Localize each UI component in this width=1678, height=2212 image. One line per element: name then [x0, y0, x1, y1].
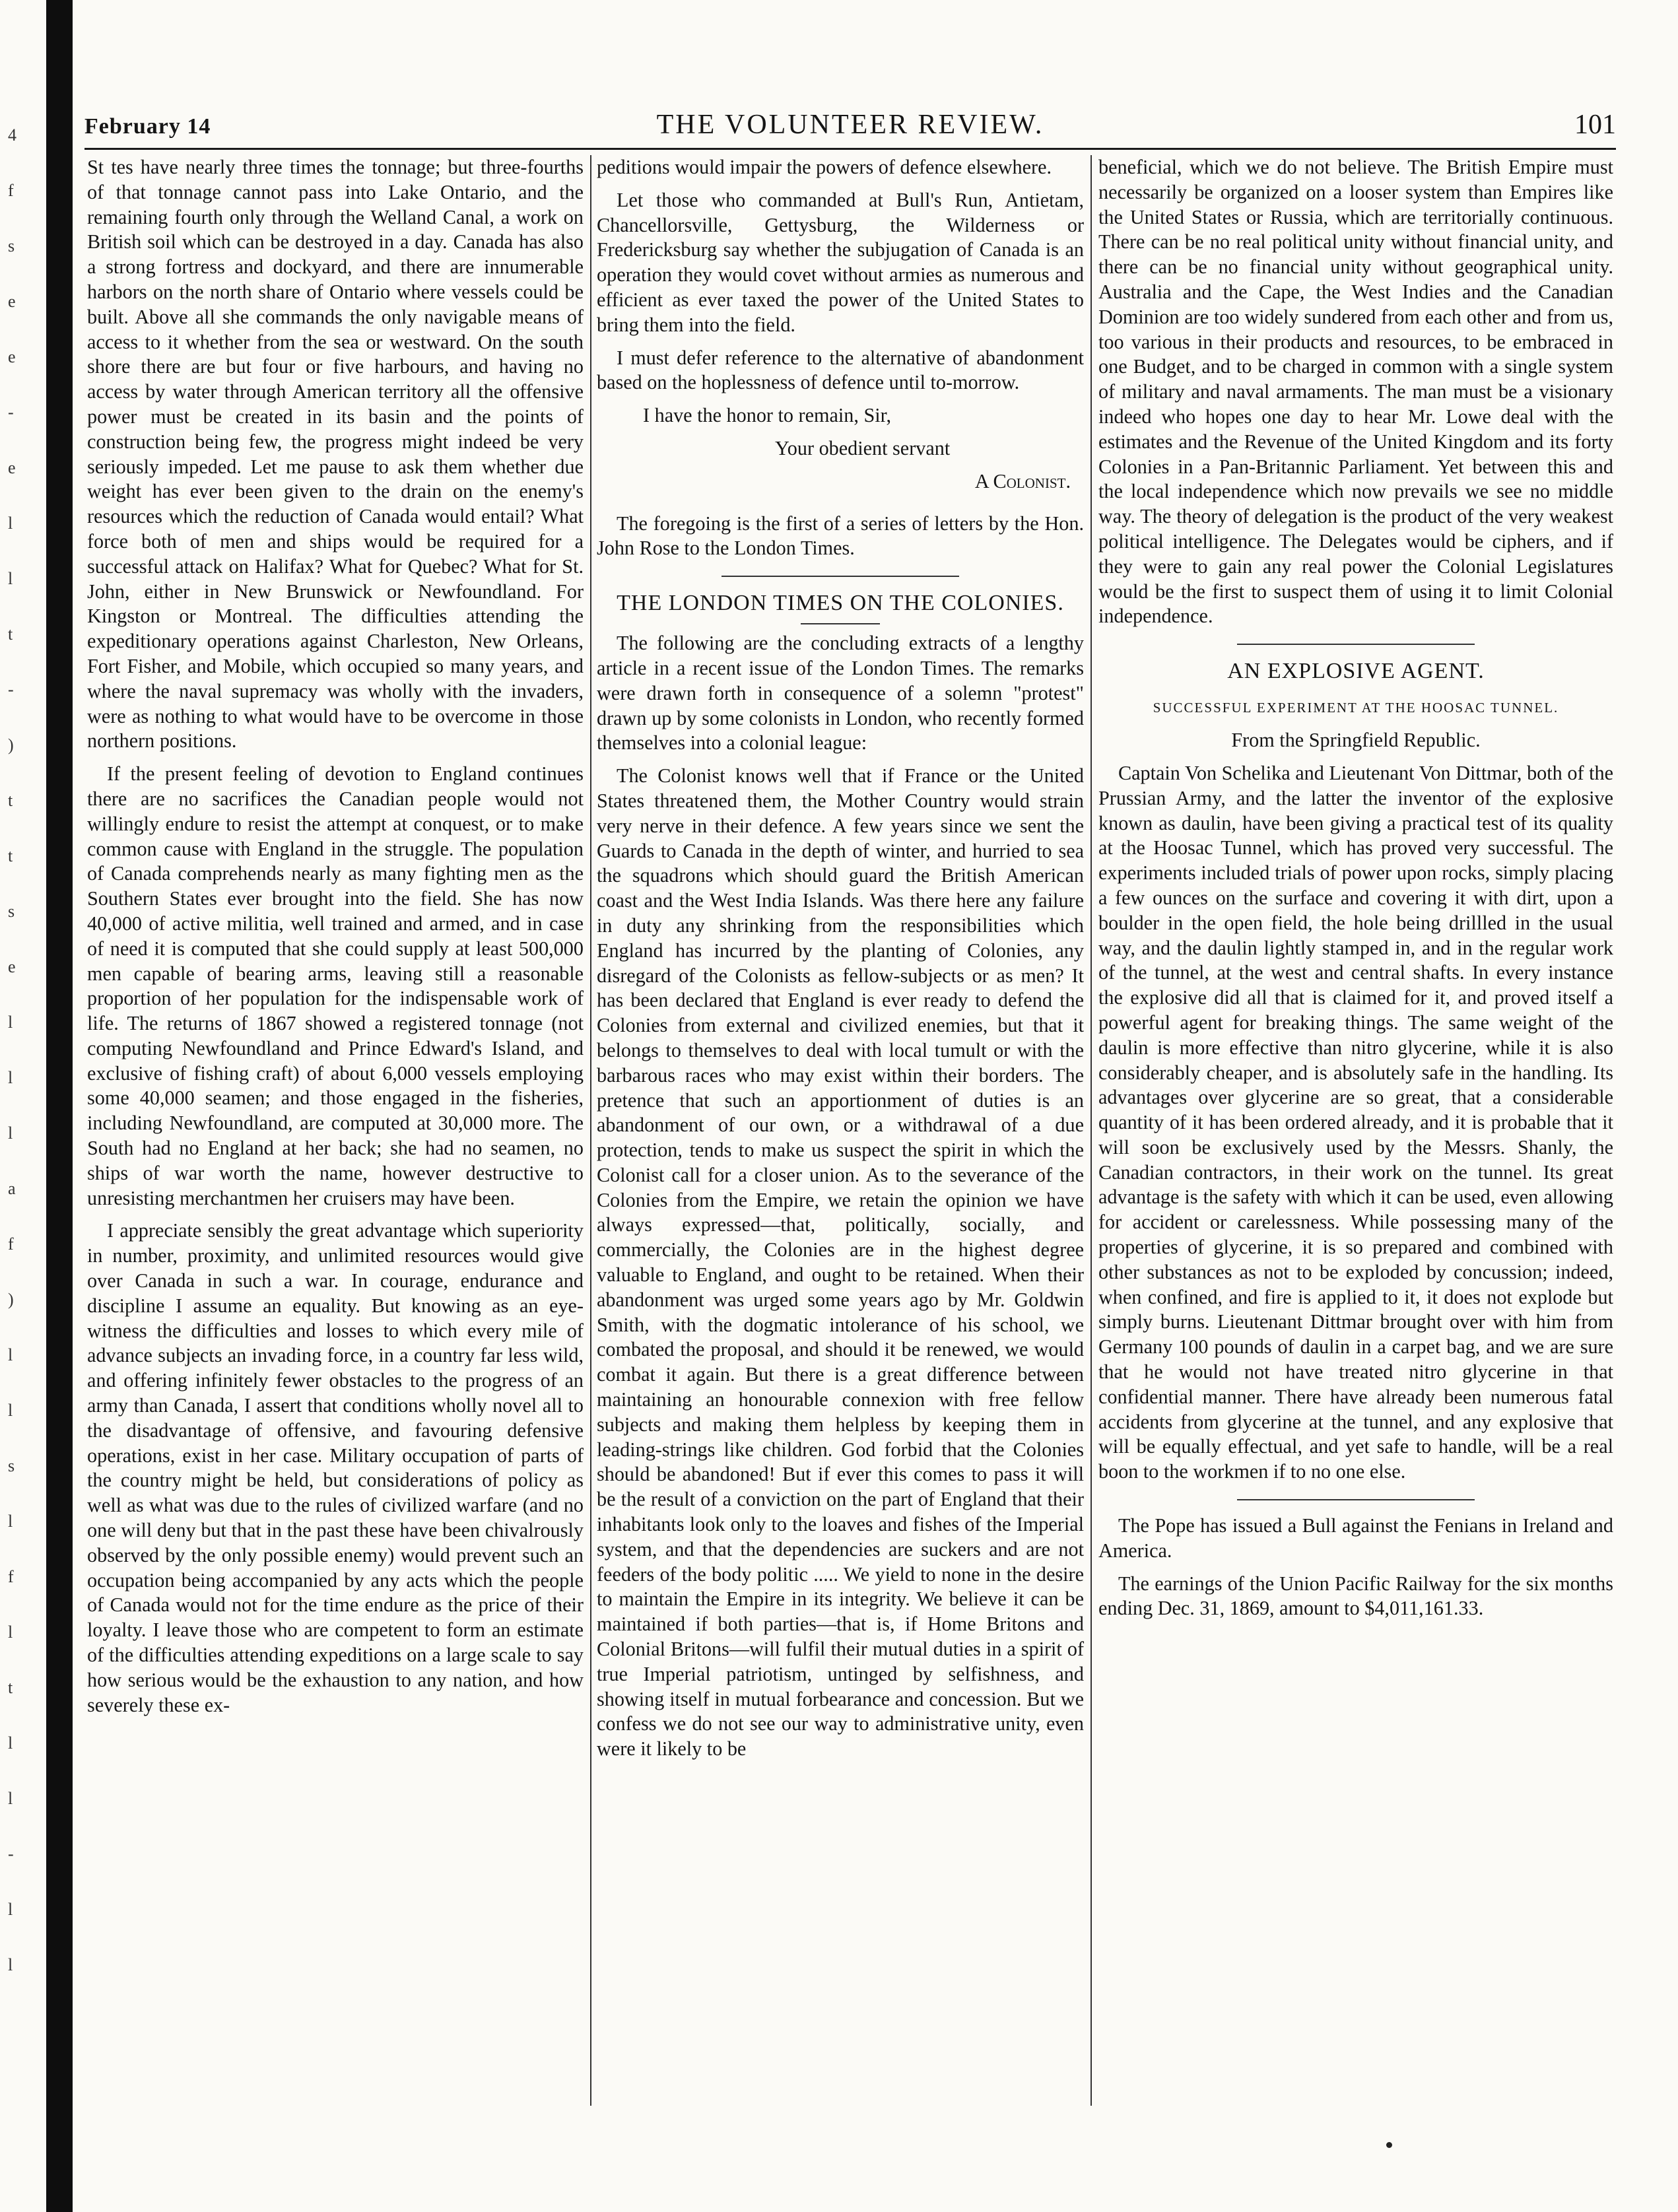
- article-paragraph: Let those who commanded at Bull's Run, Antietam, Chancellorsville, Gettysburg, the Wilderness or Fredericksburg say whether the subjugation of Canada is an operation they would covet without armies as numerous and efficient as ever taxed the power of the United States to bring them into the field.: [597, 188, 1084, 336]
- section-rule: [1237, 1499, 1475, 1500]
- margin-mark: 4: [8, 125, 17, 145]
- margin-mark: l: [8, 1512, 13, 1531]
- margin-mark: l: [8, 1955, 13, 1974]
- scan-binding-edge: [46, 0, 73, 2212]
- margin-mark: l: [8, 1789, 13, 1808]
- news-item: The Pope has issued a Bull against the Fenians in Ireland and America.: [1098, 1514, 1613, 1562]
- column-divider-1: [590, 155, 591, 2106]
- article-paragraph: The Colonist knows well that if France or the United States threatened them, the Mother Country would strain very nerve in their defence. A few years since we sent the Guards to Canada in the depth of winter, and hurried to sea the squadrons which should guard the British American coast and the West India Islands. Was there here any failure in duty any shrinking from the responsibilities which England has incurred by the planting of Colonies, any disregard of the Colonists as fellow-subjects or as men? It has been declared that England is ever ready to defend the Colonies from external and civilized enemies, but that it belongs to themselves to deal with local tumult or with the barbarous races who may exist within their borders. The pretence that such an apportionment of duties is an abandonment of our own, or a withdrawal of a due protection, tends to make us suspect the spirit in which the Colonist call for a closer union. As to the severance of the Colonies from the Empire, we retain the opinion we have always expressed—that, politically, socially, and commercially, the Colonies are in the highest degree valuable to England, and ought to be retained. When their abandonment was urged some years ago by Mr. Goldwin Smith, with the dogmatic intolerance of his school, we combated the proposal, and should it be renewed, we would combat it again. But there is a great difference between maintaining an honourable connexion with free fellow subjects and making them helpless by keeping them in leading-strings like children. God forbid that the Colonies should be abandoned! But if ever this comes to pass it will be the result of a conviction on the part of England that their inhabitants look only to the loaves and fishes of the Imperial system, and that the dependencies are suckers and are not feeders of the body politic ..... We yield to none in the desire to maintain the Empire in its integrity. We believe it can be maintained if both parties—that is, if Home Britons and Colonial Britons—will fulfil their mutual duties in a spirit of true Imperial patriotism, untinged by selfishness, and showing itself in mutual forbearance and concession. But we confess we do not see our way to administrative unity, even were it likely to be: [597, 764, 1084, 1760]
- margin-mark: l: [8, 1068, 13, 1087]
- margin-mark: s: [8, 1456, 15, 1475]
- margin-mark: -: [8, 680, 14, 699]
- article-paragraph: The following are the concluding extracts of a lengthy article in a recent issue of the London Times. The remarks were drawn forth in consequence of a solemn "protest" drawn up by some colonists in London, who recently formed themselves into a colonial league:: [597, 632, 1084, 754]
- margin-mark: l: [8, 1623, 13, 1642]
- article-subheading: SUCCESSFUL EXPERIMENT AT THE HOOSAC TUNNEL.: [1153, 700, 1559, 716]
- column-1: [87, 155, 584, 1718]
- article-heading: AN EXPLOSIVE AGENT.: [1227, 659, 1485, 684]
- margin-mark: e: [8, 347, 16, 366]
- article-paragraph: If the present feeling of devotion to England continues there are no sacrifices the Canadian people would not willingly endure to resist the attempt at conquest, or to make common cause with England in the struggle. The population of Canada comprehends nearly as many fighting men as the Southern States ever brought into the field. She has now 40,000 of active militia, well trained and armed, and in case of need it is computed that she could supply at least 500,000 men capable of bearing arms, leaving still a reasonable proportion of her population for the indispensable work of life. The returns of 1867 showed a registered tonnage (not computing Newfoundland and Prince Edward's Island, and exclusive of fishing craft) of about 6,000 vessels employing some 40,000 seamen; and those engaged in the fisheries, including Newfoundland, are computed at 30,000 more. The South had no England at her back; she had no seamen, no ships of war worth the name, however destructive to unresisting merchantmen her cruisers may have been.: [87, 762, 584, 1209]
- margin-mark: l: [8, 1123, 13, 1143]
- margin-marks: [3, 125, 34, 2106]
- page-header: [84, 109, 1616, 149]
- margin-mark: l: [8, 1733, 13, 1753]
- margin-mark: ): [8, 735, 14, 754]
- margin-mark: e: [8, 292, 16, 311]
- article-paragraph: peditions would impair the powers of defence elsewhere.: [597, 156, 1052, 178]
- margin-mark: t: [8, 846, 13, 865]
- margin-mark: l: [8, 569, 13, 588]
- header-rule: [84, 148, 1616, 150]
- heading-rule: [801, 623, 880, 624]
- article-heading: THE LONDON TIMES ON THE COLONIES.: [617, 591, 1064, 616]
- column-divider-2: [1091, 155, 1092, 2106]
- article-paragraph: Captain Von Schelika and Lieutenant Von Dittmar, both of the Prussian Army, and the latter the inventor of the explosive known as daulin, have been giving a practical test of its quality at the Hoosac Tunnel, which has proved very successful. The experiments included trials of power upon rocks, simply placing a few ounces on the surface and covering it with dirt, upon a boulder in the open field, the hole being drillled in the usual way, and the daulin lightly stamped in, and in the regular work of the tunnel, at the west and central shafts. In every instance the explosive did all that is claimed for it, and proved itself a powerful agent for breaking things. The same weight of the daulin is more effective than nitro glycerine, while it is also considerably cheaper, and is absolutely safe in the handling. Its advantages over glycerine are so great, that a considerable quantity of it has been ordered already, and it is probable that it will soon be exclusively used by the Messrs. Shanly, the Canadian contractors, in their work on the tunnel. Its great advantage is the safety with which it can be used, even allowing for accident or carelessness. While possessing many of the properties of glycerine, it is so prepared and combined with other substances as not to be exploded by concussion; indeed, when confined, and fire is applied to it, it does not explode but simply burns. Lieutenant Dittmar brought over with him from Germany 100 pounds of daulin in a carpet bag, and we are sure that he would not have treated nitro glycerine in that confidential manner. There have already been numerous fatal accidents from glycerine at the tunnel, and any explosive that will be equally effectual, and yet safe to handle, will be a real boon to the workmen if to no one else.: [1098, 761, 1613, 1483]
- margin-mark: ): [8, 1290, 14, 1309]
- margin-mark: -: [8, 1844, 14, 1863]
- margin-mark: e: [8, 957, 16, 976]
- letter-signature: A Colonist.: [974, 469, 1071, 492]
- issue-date: February 14: [84, 114, 211, 139]
- margin-mark: f: [8, 181, 14, 200]
- margin-mark: f: [8, 1567, 14, 1586]
- margin-mark: e: [8, 458, 16, 477]
- section-rule: [722, 576, 959, 577]
- margin-mark: t: [8, 1678, 13, 1697]
- page-number: 101: [1574, 110, 1616, 140]
- section-rule: [1237, 644, 1475, 645]
- article-paragraph: I must defer reference to the alternative of abandonment based on the hoplessness of defence until to-morrow.: [597, 346, 1084, 394]
- margin-mark: t: [8, 791, 13, 810]
- margin-mark: l: [8, 1013, 13, 1032]
- margin-mark: t: [8, 624, 13, 644]
- ink-speck: [1386, 2142, 1392, 2148]
- column-3: [1098, 155, 1613, 1621]
- margin-mark: -: [8, 403, 14, 422]
- margin-mark: a: [8, 1179, 16, 1198]
- article-source: From the Springfield Republic.: [1231, 729, 1481, 752]
- newspaper-title: THE VOLUNTEER REVIEW.: [656, 110, 1044, 140]
- column-2: [597, 155, 1084, 1762]
- margin-mark: l: [8, 1345, 13, 1364]
- letter-closing: I have the honor to remain, Sir,: [643, 404, 892, 427]
- margin-mark: s: [8, 902, 15, 921]
- margin-mark: l: [8, 1900, 13, 1919]
- margin-mark: s: [8, 236, 15, 255]
- margin-mark: f: [8, 1234, 14, 1254]
- margin-mark: l: [8, 514, 13, 533]
- news-item: The earnings of the Union Pacific Railway for the six months ending Dec. 31, 1869, amount to $4,011,161.33.: [1098, 1572, 1613, 1620]
- article-paragraph: I appreciate sensibly the great advantage which superiority in number, proximity, and unlimited resources would give over Canada in such a war. In courage, endurance and discipline I assume an equality. But knowing as an eye-witness the difficulties and losses to which every mile of advance subjects an invading force, in a country far less wild, and offering infinitely fewer obstacles to the progress of an army than Canada, I assert that conditions wholly novel all to the disadvantage of offensive, and favouring defensive operations, exist in her case. Military occupation of parts of the country might be held, but considerations of policy as well as what was due to the rules of civilized warfare (and no one will deny but that in the past these have been chivalrously observed by the only possible enemy) would prevent such an occupation being accompanied by any acts which the people of Canada would not for the time endure as the price of their loyalty. I leave those who are competent to form an estimate of the difficulties attending expeditions on a large scale to say how serious would be the exhaustion to any nation, and how severely these ex-: [87, 1219, 584, 1716]
- article-paragraph: St tes have nearly three times the tonnage; but three-fourths of that tonnage cannot pass into Lake Ontario, and the remaining fourth only through the Welland Canal, a work on British soil which can be destroyed in a day. Canada has also a strong fortress and dockyard, and there are innumerable harbors on the north share of Ontario where vessels could be built. Above all she commands the only navigable means of access to it whether from the sea or westward. On the south shore there are but four or five harbours, and having no access by water through American territory all the offensive power must be created in its basin and the points of construction being few, the progress might indeed be very seriously impeded. Let me pause to ask them whether due weight has ever been given to the drain on the enemy's resources which the reduction of Canada would entail? What force both of men and ships would be required for a successful attack on Halifax? What for Quebec? What for St. John, either in New Brunswick or Newfoundland. For Kingston or Montreal. The difficulties attending the expeditionary operations against Charleston, New Orleans, Fort Fisher, and Mobile, which occupied so many years, and where the naval supremacy was wholly with the invaders, were as nothing to what would have to be overcome in those northern positions.: [87, 156, 584, 753]
- editor-note: The foregoing is the first of a series of letters by the Hon. John Rose to the London Times.: [597, 512, 1084, 560]
- letter-closing-servant: Your obedient servant: [775, 436, 951, 459]
- margin-mark: l: [8, 1401, 13, 1420]
- article-paragraph: beneficial, which we do not believe. The British Empire must necessarily be organized on a looser system than Empires like the United States or Russia, which are territorially continuous. There can be no real political unity without financial unity, and there can be no financial unity without geographical unity. Australia and the Cape, the West Indies and the Canadian Dominion are too widely sundered from each other and from us, too various in their products and resources, to be embraced in one Budget, and to be charged in common with a single system of military and naval armaments. The man must be a visionary indeed who hopes one day to hear Mr. Lowe deal with the estimates and the Revenue of the United Kingdom and its forty Colonies in a Pan-Britannic Parliament. Yet between this and the local independence which now prevails we see no middle way. The theory of delegation is the product of the very weakest political intelligence. The Delegates would be ciphers, and if they were to gain any real power the Colonial Legislatures would be the first to suspect them of using it to limit Colonial independence.: [1098, 156, 1613, 628]
